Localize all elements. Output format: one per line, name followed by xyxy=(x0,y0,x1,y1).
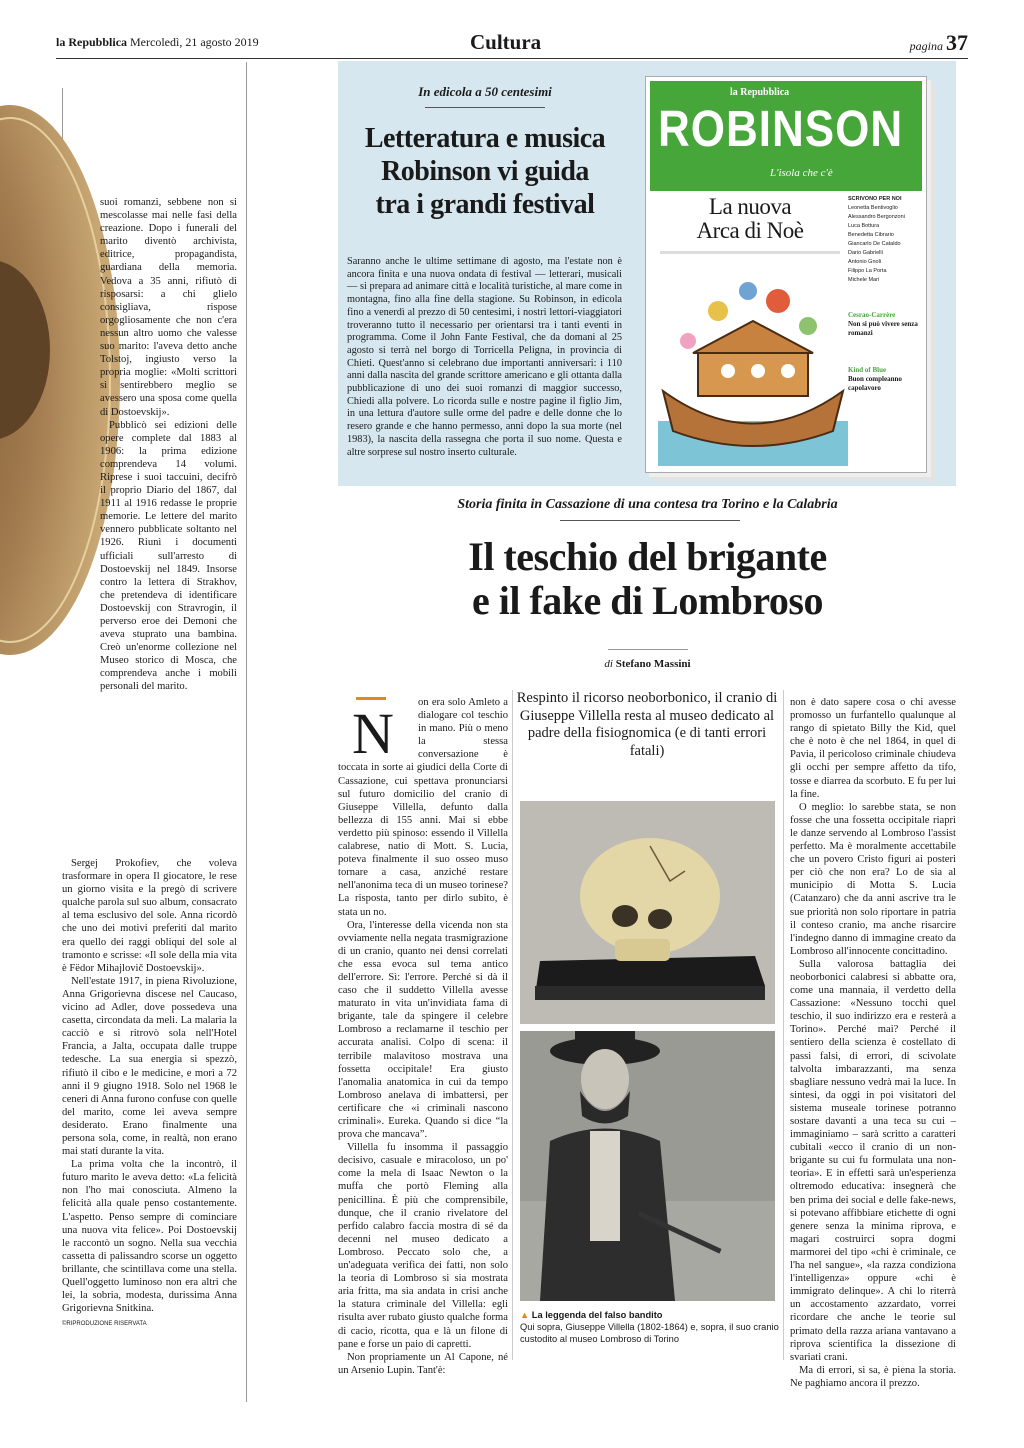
byline-prefix: di xyxy=(604,658,613,670)
article-byline xyxy=(340,658,955,670)
cover-story-title: Cesrao-Carrère xyxy=(848,311,896,319)
cover-masthead: ROBINSON xyxy=(658,101,904,158)
issue-date: Mercoledì, 21 agosto 2019 xyxy=(130,35,259,49)
header-rule xyxy=(56,58,968,59)
ark-illustration xyxy=(658,271,848,466)
article-headline-line: Il teschio del brigante xyxy=(468,534,827,579)
article-paragraph: on era solo Amleto a dialogare col teschio in mano. Più o meno la stessa conversazione è toccata in sorte ai giudici della Corte di Cassazione, cui spettava pronunciarsi sul futuro domicilio del cranio di Giuseppe Villella, defunto dalla bellezza di 155 anni. Mai si ebbe verdetto più spinoso: essendo il Villella calabrese, natio di Mott. S. Lucia, poteva finalmente il suo osseo muso tornare a casa, anziché restare nell'anonima teca di un museo torinese? La risposta, tanto per dirlo subito, è stata un no. xyxy=(338,697,508,918)
article-headline-line: e il fake di Lombroso xyxy=(471,578,823,623)
article-kicker-rule xyxy=(560,520,740,521)
article-paragraph: non è dato sapere cosa o chi avesse promosso un furfantello qualunque al rango di spietato Billy the Kid, quel che è noto è che nel 1864, in quel di Pavia, il pericoloso criminale chiudeva gli occhi per sempre affetto da tifo, tosse e diarrea da scorbuto. E fu per lui la fine. xyxy=(790,697,956,800)
column-rule xyxy=(783,690,784,1360)
villella-portrait-photo xyxy=(520,1031,775,1301)
page-number: 37 xyxy=(946,30,968,55)
article-paragraph: Ma di errori, si sa, è piena la storia. Ne paghiamo ancora il prezzo. xyxy=(790,1364,956,1389)
photo-caption xyxy=(520,1309,780,1345)
contributor-name: Leonetta Bentivoglio xyxy=(848,205,898,211)
cover-paper-name: la Repubblica xyxy=(730,87,790,98)
caption-title xyxy=(520,1309,780,1321)
left-column-paragraph: Nell'estate 1917, in piena Rivoluzione, Anna Grigorievna discese nel Caucaso, vicino ad Adler, dove possedeva una casetta, circondata da meli. La malaria la cacciò e si ritrovò sola nell'Hotel Francia, a Jalta, occupata dalle truppe tedesche. La sua energia si spezzò, rifiutò il cibo e le medicine, e morì a 72 anni il 9 giugno 1918. Solo nel 1968 le ceneri di Anna furono confuse con quelle del marito, come lei aveva sempre desiderato. Erano finalmente una persona sola, come, in realtà, non erano mai stati durante la vita. xyxy=(62,975,237,1158)
left-column-paragraph: Pubblicò sei edizioni delle opere complete dal 1883 al 1906: la prima edizione comprendeva 14 volumi. Riprese i suoi taccuini, decifrò il proprio Diario del 1867, dal 1911 al 1916 redasse le proprie memorie. Le lettere del marito vennero pubblicate soltanto nel 1926. Riunì i documenti ufficiali sull'arresto di Dostoevskij nel 1849. Insorse contro la lettera di Strakhov, che pretendeva di identificare Dostoevskij con Stravrogin, il perverso eroe dei Demoni che aveva stuprato una bambina. Creò un'enorme collezione nel Museo storico di Mosca, che comprendeva anche i mobili personali del marito. xyxy=(100,419,237,693)
cover-story-line: Buon compleanno capolavoro xyxy=(848,375,902,392)
byline-author: Stefano Massini xyxy=(615,658,691,670)
promo-headline-line: Letteratura e musica xyxy=(364,123,606,154)
cover-contributors-header: SCRIVONO PER NOI xyxy=(848,196,902,202)
contributor-name: Benedetta Cibrario xyxy=(848,232,894,238)
article-column-3 xyxy=(790,696,956,1390)
cover-story-title: Kind of Blue xyxy=(848,366,887,374)
cover-headline xyxy=(660,195,840,243)
promo-headline-line: tra i grandi festival xyxy=(375,189,595,220)
article-paragraph: Sulla valorosa battaglia dei neoborbonici calabresi si abbatte ora, come una mannaia, il verdetto della Cassazione: «Nessuno tocchi quel teschio, il suo indirizzo era e resterà a Torino». Perché mai? Perché il sentiero della scienza è costellato di passi falsi, di errori, di scivolate talvolta imbarazzanti, ma senza sbagliare nessuno vedrà mai la luce. In sintesi, da oggi in poi visitatori del sistema museale torinese potranno sostare davanti a una teca su cui – immaginiamo – sarà scritto a caratteri cubitali «ecco il cranio di un non-brigante su cui fu formulata una non-teoria». E in effetti sarà un'esperienza oltremodo educativa: insegnerà che ben prima dei social e delle fake-news, si potevano affibbiare etichette di ogni genere senza la minima riprova, e magari costruirci sopra dogmi marmorei del tipo «chi è criminale, ce l'ha nel sangue», «la razza condiziona l'intelligenza» oppure «chi è immigrato delinque». A chi lo riterrà un accostamento azzardato, vorrei ricordare che anche le teorie sul primato della razza ariana vantavano a riprova scientifica la dissezione di svariati crani. xyxy=(790,958,956,1363)
promo-kicker: In edicola a 50 centesimi xyxy=(418,84,552,99)
caption-title-text: La leggenda del falso bandito xyxy=(531,1310,663,1320)
left-column-paragraph: La prima volta che la incontrò, il futuro marito le aveva detto: «La felicità non l'ho mai conosciuta. Almeno la felicità alla quale penso costantemente. L'aspetto. Penso sempre di cominciare una nuova vita felice». Poi Dostoevskij le raccontò un sogno. Nella sua vecchia cassetta di palissandro scorse un oggetto brillante, che scintillava come una stella. Quell'oggetto luminoso non era altri che lei, la sobria, modesta, durissima Anna Grigorievna Snitkina. xyxy=(62,1159,237,1315)
page-header-left xyxy=(56,35,259,50)
article-deck: Respinto il ricorso neoborbonico, il cranio di Giuseppe Villella resta al museo dedicato al padre della fisiognomica (e di tanti errori fatali) xyxy=(516,690,778,759)
left-column-text-top xyxy=(100,196,237,694)
contributor-name: Antonio Gnoli xyxy=(848,259,882,265)
copyright-note: ©RIPRODUZIONE RISERVATA xyxy=(62,1321,147,1328)
contributor-name: Michele Mari xyxy=(848,277,880,283)
cover-headline-line: La nuova xyxy=(708,194,792,219)
caption-text: Qui sopra, Giuseppe Villella (1802-1864) e, sopra, il suo cranio custodito al museo Lombroso di Torino xyxy=(520,1322,779,1344)
article-column-1 xyxy=(338,696,508,1377)
promo-headline-line: Robinson vi guida xyxy=(381,156,589,187)
section-title: Cultura xyxy=(470,30,542,54)
contributor-name: Giancarlo De Cataldo xyxy=(848,241,901,247)
newspaper-name: la Repubblica xyxy=(56,35,128,49)
left-column-text-bottom xyxy=(62,857,237,1331)
contributor-name: Filippo La Porta xyxy=(848,268,887,274)
article-paragraph: O meglio: lo sarebbe stata, se non fosse che una fossetta occipitale riaprì le danze servendo al Lombroso l'assist perfetto. Ma è moralmente accettabile che un povero Cristo figuri ai posteri per ciò che non era? Lo de sia al municipio di Motta S. Lucia (Catanzaro) che da anni ascrive tra le sue priorità non solo riportare in patria il conteso cranio, ma anche risarcire l'indegno danno di immagine creato da Lombroso all'innocente concittadino. xyxy=(790,801,956,957)
promo-divider xyxy=(425,107,545,108)
contributor-name: Dario Gabrielli xyxy=(848,250,883,256)
cover-contributors xyxy=(848,195,918,285)
skull-photo xyxy=(520,801,775,1024)
drop-cap: N xyxy=(352,701,394,766)
robinson-cover xyxy=(645,76,927,473)
contributor-name: Luca Bottura xyxy=(848,223,880,229)
left-column-paragraph: Sergej Prokofiev, che voleva trasformare in opera Il giocatore, le rese un giorno visita e la pregò di scrivere qualche parola sul suo album, consacrato al tema esclusivo del sole. Anna ricordò che uno dei motivi preferiti dal marito era quello dei raggi obliqui del sole al tramonto e scrisse: «Il sole della mia vita è Fëdor Mihajlovič Dostoevskij». xyxy=(62,858,237,974)
triangle-icon: ▲ xyxy=(520,1310,530,1320)
page-number-block xyxy=(910,30,968,56)
cover-story-2 xyxy=(848,366,918,393)
cover-story-line: Non si può vivere senza romanzi xyxy=(848,320,918,337)
left-column-paragraph: suoi romanzi, sebbene non si mescolasse mai nelle fasi della creazione. Dopo i funerali del marito diventò archivista, editrice, propagandista, guardiana della memoria. Vedova a 35 anni, rifiutò di risposarsi: a chi glielo consigliava, rispose orgogliosamente che non c'era nessun altro uomo che valesse suo marito: l'aveva detto anche Tolstoj, ingiusto verso la propria moglie: «Molti scrittori si sentirebbero meglio se avessero una sposa come quella di Dostoevskij». xyxy=(100,197,237,418)
article-paragraph: Ora, l'interesse della vicenda non sta ovviamente nella negata trasmigrazione di un cranio, quanto nei densi correlati che essa evoca sul tema antico dell'errore. Sì: l'errore. Perché si dà il caso che il suddetto Villella avesse maturato in vita un'invidiata fama di brigante, tale da spingere il celebre Lombroso a reclamarne il teschio per accurata analisi. Colpo di scena: il terribile malavitoso mostrava una fossetta occipitale! Era giusto l'anomalia anatomica in cui da tempo Lombroso anelava di imbattersi, per certificare che «i criminali nascono criminali». Eureka. Quando si dice “la prova che mancava”. xyxy=(338,919,508,1141)
article-paragraph: Villella fu insomma il passaggio decisivo, casuale e miracoloso, un po' come la mela di Isaac Newton o la muffa che portò Fleming alla penicillina. È più che comprensibile, dunque, che il cranio rivelatore del perfido calabro faccia mostra di sé da decenni nel museo dedicato a Lombroso. Peccato solo che, a un'adeguata verifica dei fatti, non solo la teoria di Lombroso si sia mostrata aria fritta, ma sia andata in crisi anche la statura criminale del Villella: egli risulta aver rubato giusto qualche forma di cacio, ricotta, qua e là un filone di pane e forse un paio di capretti. xyxy=(338,1142,508,1350)
column-rule xyxy=(512,690,513,1360)
cover-story-1 xyxy=(848,311,918,338)
cover-headline-line: Arca di Noè xyxy=(696,218,804,243)
article-kicker: Storia finita in Cassazione di una contesa tra Torino e la Calabria xyxy=(457,497,838,512)
contributor-name: Alessandro Bergonzoni xyxy=(848,214,905,220)
cover-subtext-placeholder xyxy=(660,251,840,254)
promo-body: Saranno anche le ultime settimane di agosto, ma l'estate non è ancora finita e una nuova ondata di festival — letterari, musicali — si prepara ad animare città e località turistiche, al mare come in montagna, fino alla fine della stagione. Su Robinson, in edicola fino a venerdì al prezzo di 50 centesimi, i nostri lettori-viaggiatori troveranno tutto il necessario per orientarsi tra i tanti eventi in programma. Come il John Fante Festival, che da domani al 25 agosto si terrà nel borgo di Torricella Peligna, in provincia di Chieti. Quest'anno si celebrano due importanti anniversari: i 110 anni dalla nascita del grande scrittore americano e gli ottanta dalla pubblicazione di uno dei suoi romanzi di maggior successo, Chiedi alla polvere. Lo ricorda sulle e nostre pagine il figlio Jim, in una lettura d'autore sulle orme del padre e delle donne che lo resero grande e che hanno permesso, anni dopo la sua morte (nel 1983), la nascita della rassegna che porta il suo nome. Questa e altre sorprese sul nostro inserto culturale. xyxy=(347,256,622,458)
cover-tagline: L'isola che c'è xyxy=(770,167,833,179)
article-paragraph: Non propriamente un Al Capone, né un Arsenio Lupin. Tant'è: xyxy=(338,1351,508,1376)
article-headline xyxy=(340,535,955,623)
byline-rule xyxy=(608,649,688,650)
promo-headline xyxy=(340,122,630,221)
page-label: pagina xyxy=(909,39,943,53)
